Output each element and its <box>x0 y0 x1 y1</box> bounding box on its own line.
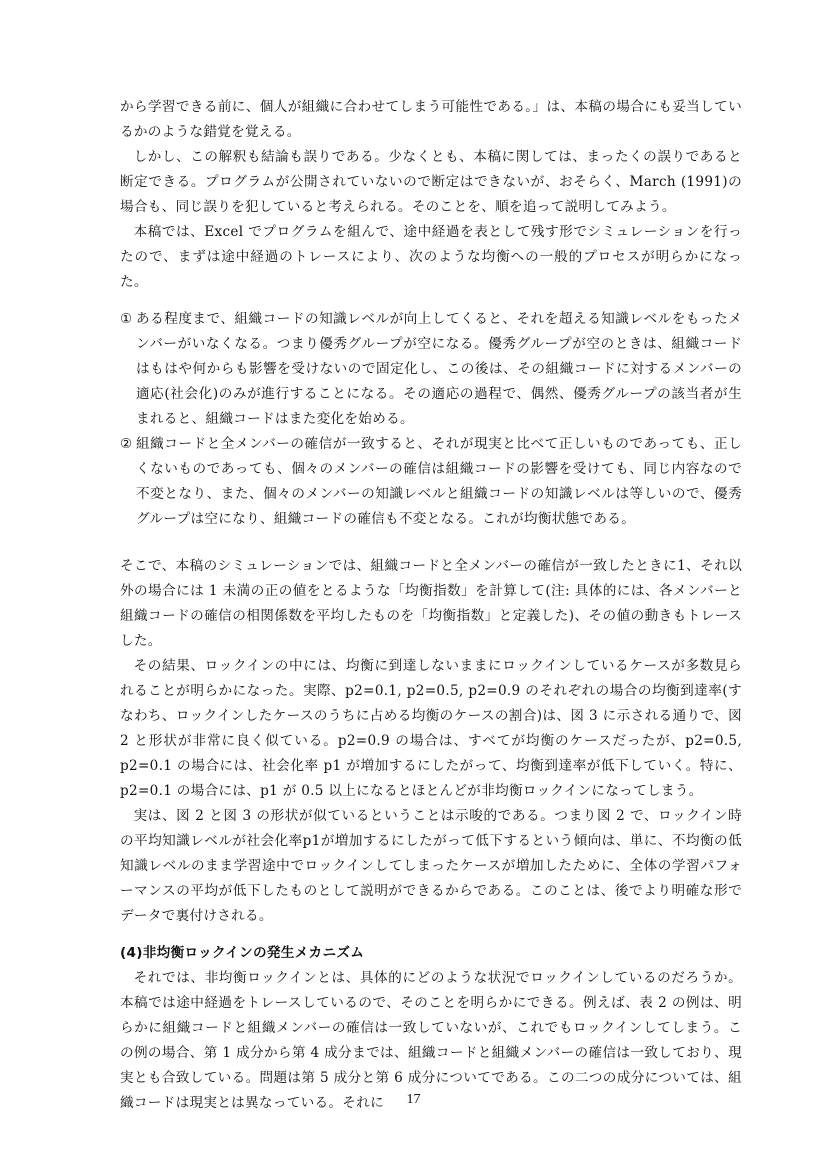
paragraph-5: 実は、図 2 と図 3 の形状が似ているということは示唆的である。つまり図 2 で、ロックイン時の平均知識レベルが社会化率p1が増加するにしたがって低下するという傾向は、単に、不均衡の低知識レベルのまま学習途中でロックインしてしまったケースが増加したために、全体の学習パフォーマンスの平均が低下したものとして説明ができるからである。このことは、後でより明確な形でデータで裏付けされる。 <box>120 808 742 924</box>
paragraph-3: そこで、本稿のシミュレーションでは、組織コードと全メンバーの確信が一致したときに1、それ以外の場合には 1 未満の正の値をとるような「均衡指数」を計算して(注: 具体的には、各メンバーと組織コードの確信の相関係数を平均したものを「均衡指数」と定義した)、その値の動きもトレースした。 <box>120 558 742 649</box>
process-list <box>120 307 742 532</box>
page-number: 17 <box>406 1092 421 1107</box>
list-item-text-2: 組織コードと全メンバーの確信が一致すると、それが現実と比べて正しいものであっても、正しくないものであっても、個々のメンバーの確信は組織コードの影響を受けても、同じ内容なので不変となり、また、個々のメンバーの知識レベルと組織コードの知識レベルは等しいので、優秀グループは空になり、組織コードの確信も不変となる。これが均衡状態である。 <box>136 436 742 527</box>
spacer <box>120 295 742 307</box>
paragraph-6: それでは、非均衡ロックインとは、具体的にどのような状況でロックインしているのだろうか。本稿では途中経過をトレースしているので、そのことを明らかにできる。例えば、表 2 の例は、明らかに組織コードと組織メンバーの確信は一致していないが、これでもロックインしてしまう。この例の場合、第 1 成分から第 4 成分までは、組織コードと組織メンバーの確信は一致しており、現実とも合致している。問題は第 5 成分と第 6 成分についてである。この二つの成分については、組織コードは現実とは異なっている。それに <box>120 970 742 1111</box>
list-marker-1: ① <box>120 311 133 327</box>
spacer <box>120 532 742 554</box>
paragraph-1: しかし、この解釈も結論も誤りである。少なくとも、本稿に関しては、まったくの誤りであると断定できる。プログラムが公開されていないので断定はできないが、おそらく、March (1991)の場合も、同じ誤りを犯していると考えられる。そのことを、順を追って説明してみよう。 <box>120 149 742 215</box>
paragraph-continuation: から学習できる前に、個人が組織に合わせてしまう可能性である。」は、本稿の場合にも妥当しているかのような錯覚を覚える。 <box>120 99 742 140</box>
paragraph-2: 本稿では、Excel でプログラムを組んで、途中経過を表として残す形でシミュレーションを行ったので、まずは途中経過のトレースにより、次のような均衡への一般的プロセスが明らかになった。 <box>120 224 742 290</box>
paragraph-4: その結果、ロックインの中には、均衡に到達しないままにロックインしているケースが多数見られることが明らかになった。実際、p2=0.1, p2=0.5, p2=0.9 のそれぞれの場合の均衡到達率(すなわち、ロックインしたケースのうちに占める均衡のケースの割合)は、図 3 に示される通りで、図 2 と形状が非常に良く似ている。p2=0.9 の場合は、すべてが均衡のケースだったが、p2=0.5, p2=0.1 の場合には、社会化率 p1 が増加するにしたがって、均衡到達率が低下していく。特に、p2=0.1 の場合には、p1 が 0.5 以上になるとほとんどが非均衡ロックインになってしまう。 <box>120 658 742 799</box>
list-item-1 <box>120 307 742 432</box>
list-marker-2: ② <box>120 436 133 452</box>
list-item-2 <box>120 432 742 532</box>
section-heading: (4)非均衡ロックインの発生メカニズム <box>120 945 365 961</box>
spacer <box>120 929 742 941</box>
document-body <box>120 95 742 1116</box>
list-item-text-1: ある程度まで、組織コードの知識レベルが向上してくると、それを超える知識レベルをもったメンバーがいなくなる。つまり優秀グループが空になる。優秀グループが空のときは、組織コードはもはや何からも影響を受けないので固定化し、この後は、その組織コードに対するメンバーの適応(社会化)のみが進行することになる。その適応の過程で、偶然、優秀グループの該当者が生まれると、組織コードはまた変化を始める。 <box>136 311 742 427</box>
